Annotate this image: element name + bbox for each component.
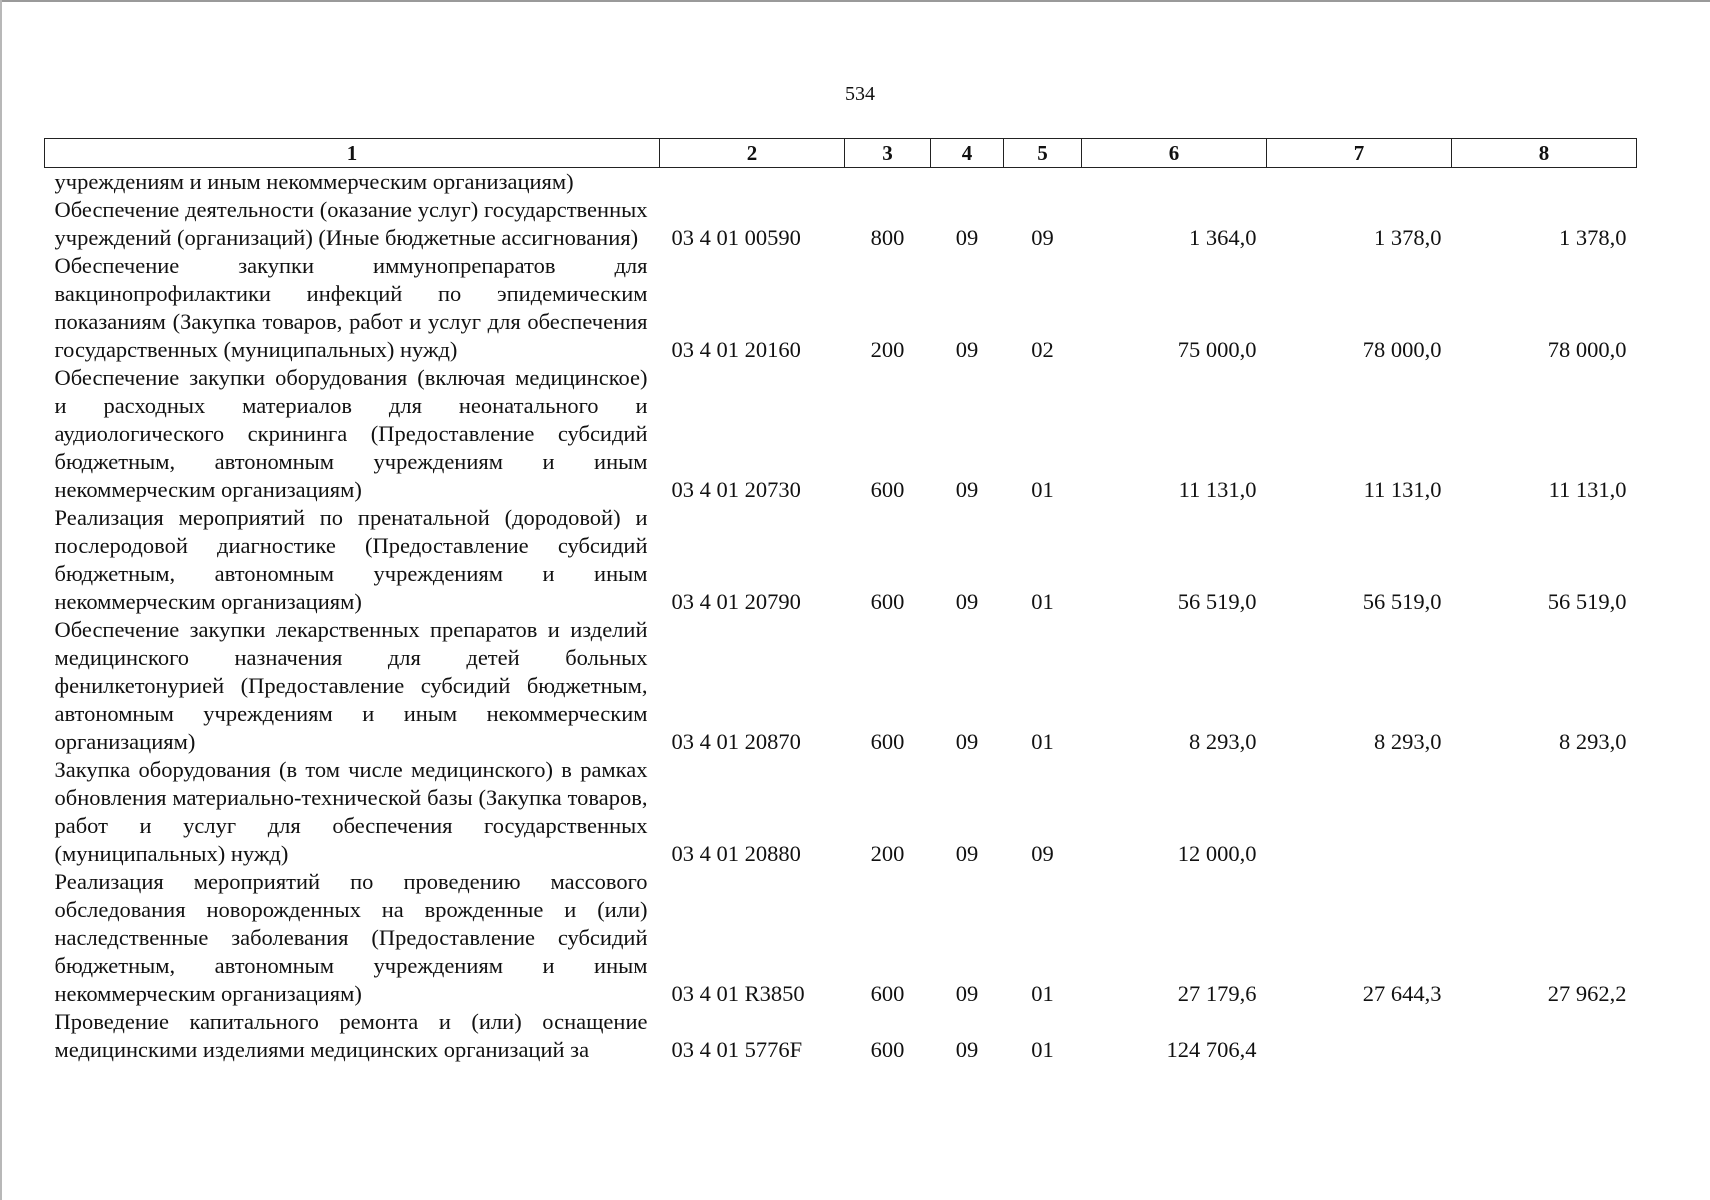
row-col-4: 09 [955,729,979,754]
page-number: 534 [845,83,875,105]
row-code: 03 4 01 20730 [671,477,801,502]
table-row [45,616,1637,756]
row-col-5: 01 [1031,589,1054,614]
table-row [45,868,1637,1008]
row-col-8: 1 378,0 [1559,225,1627,250]
row-description: Закупка оборудования (в том числе медицинского) в рамках обновления материально-технической базы (Закупка товаров, работ и услуг для обеспечения государственных (муниципальных) нужд) [54,757,648,866]
row-col-6: 56 519,0 [1177,589,1257,614]
row-col-8: 56 519,0 [1547,589,1627,614]
row-col-6: 1 364,0 [1189,225,1257,250]
row-col-3: 600 [870,589,905,614]
row-col-8: 27 962,2 [1547,981,1627,1006]
table-row [45,252,1637,364]
header-col-6: 6 [1082,139,1267,168]
row-col-8: 78 000,0 [1547,337,1627,362]
row-col-3: 600 [870,981,905,1006]
row-col-4: 09 [955,225,979,250]
table-row [45,756,1637,868]
row-col-8: 8 293,0 [1559,729,1627,754]
scan-edge-top [0,0,1710,2]
row-col-7: 8 293,0 [1374,729,1442,754]
row-col-5: 02 [1031,337,1054,362]
row-col-3: 200 [870,841,905,866]
row-description: Проведение капитального ремонта и (или) оснащение медицинскими изделиями медицинских организаций за [54,1009,648,1062]
header-col-8: 8 [1452,139,1637,168]
table-row [45,1008,1637,1064]
row-col-7: 78 000,0 [1362,337,1442,362]
row-col-4: 09 [955,477,979,502]
continuation-text: учреждениям и иным некоммерческим организациям) [54,169,574,194]
row-col-6: 75 000,0 [1177,337,1257,362]
continuation-row [45,168,1637,197]
header-row [45,139,1637,168]
row-description: Реализация мероприятий по проведению массового обследования новорожденных на врожденные и (или) наследственные заболевания (Предоставление субсидий бюджетным, автономным учреждениям и иным некоммерческим организациям) [54,869,648,1006]
row-description: Обеспечение закупки иммунопрепаратов для вакцинопрофилактики инфекций по эпидемическим показаниям (Закупка товаров, работ и услуг для обеспечения государственных (муниципальных) нужд) [54,253,648,362]
scan-edge-left [0,0,2,1200]
row-description: Реализация мероприятий по пренатальной (дородовой) и послеродовой диагностике (Предоставление субсидий бюджетным, автономным учреждениям и иным некоммерческим организациям) [54,505,648,614]
row-col-4: 09 [955,841,979,866]
table-row [45,196,1637,252]
header-col-7: 7 [1267,139,1452,168]
row-col-5: 01 [1031,729,1054,754]
row-col-3: 600 [870,1037,905,1062]
header-col-1: 1 [45,139,660,168]
row-col-4: 09 [955,337,979,362]
row-col-6: 124 706,4 [1166,1037,1257,1062]
row-code: 03 4 01 20160 [671,337,801,362]
row-col-5: 01 [1031,477,1054,502]
table-row [45,504,1637,616]
row-col-8: 11 131,0 [1548,477,1627,502]
header-col-5: 5 [1004,139,1082,168]
row-col-4: 09 [955,981,979,1006]
row-description: Обеспечение закупки лекарственных препаратов и изделий медицинского назначения для детей больных фенилкетонурией (Предоставление субсидий бюджетным, автономным учреждениям и иным некоммерческим организациям) [54,617,648,754]
row-col-5: 09 [1031,225,1054,250]
row-col-3: 800 [870,225,905,250]
row-code: 03 4 01 00590 [671,225,801,250]
row-col-7 [1267,1008,1452,1064]
row-code: 03 4 01 20790 [671,589,801,614]
row-col-4: 09 [955,589,979,614]
row-col-7: 11 131,0 [1363,477,1442,502]
row-description: Обеспечение закупки оборудования (включая медицинское) и расходных материалов для неонатального и аудиологического скрининга (Предоставление субсидий бюджетным, автономным учреждениям и иным некоммерческим организациям) [54,365,648,502]
row-code: 03 4 01 R3850 [671,981,805,1006]
row-col-5: 01 [1031,1037,1054,1062]
header-col-2: 2 [660,139,845,168]
budget-table [44,138,1637,1064]
row-col-8 [1452,1008,1637,1064]
row-col-4: 09 [955,1037,979,1062]
header-col-4: 4 [931,139,1004,168]
row-col-6: 8 293,0 [1189,729,1257,754]
row-col-7: 27 644,3 [1362,981,1442,1006]
row-col-7 [1267,756,1452,868]
header-col-3: 3 [845,139,931,168]
row-col-6: 12 000,0 [1177,841,1257,866]
row-code: 03 4 01 20870 [671,729,801,754]
row-col-6: 27 179,6 [1177,981,1257,1006]
row-col-5: 01 [1031,981,1054,1006]
row-col-3: 600 [870,729,905,754]
row-col-3: 600 [870,477,905,502]
row-description: Обеспечение деятельности (оказание услуг) государственных учреждений (организаций) (Иные бюджетные ассигнования) [54,197,648,250]
row-col-5: 09 [1031,841,1054,866]
row-col-7: 1 378,0 [1374,225,1442,250]
row-col-3: 200 [870,337,905,362]
row-code: 03 4 01 5776F [671,1037,803,1062]
row-col-7: 56 519,0 [1362,589,1442,614]
row-col-8 [1452,756,1637,868]
table-row [45,364,1637,504]
row-code: 03 4 01 20880 [671,841,801,866]
row-col-6: 11 131,0 [1178,477,1257,502]
